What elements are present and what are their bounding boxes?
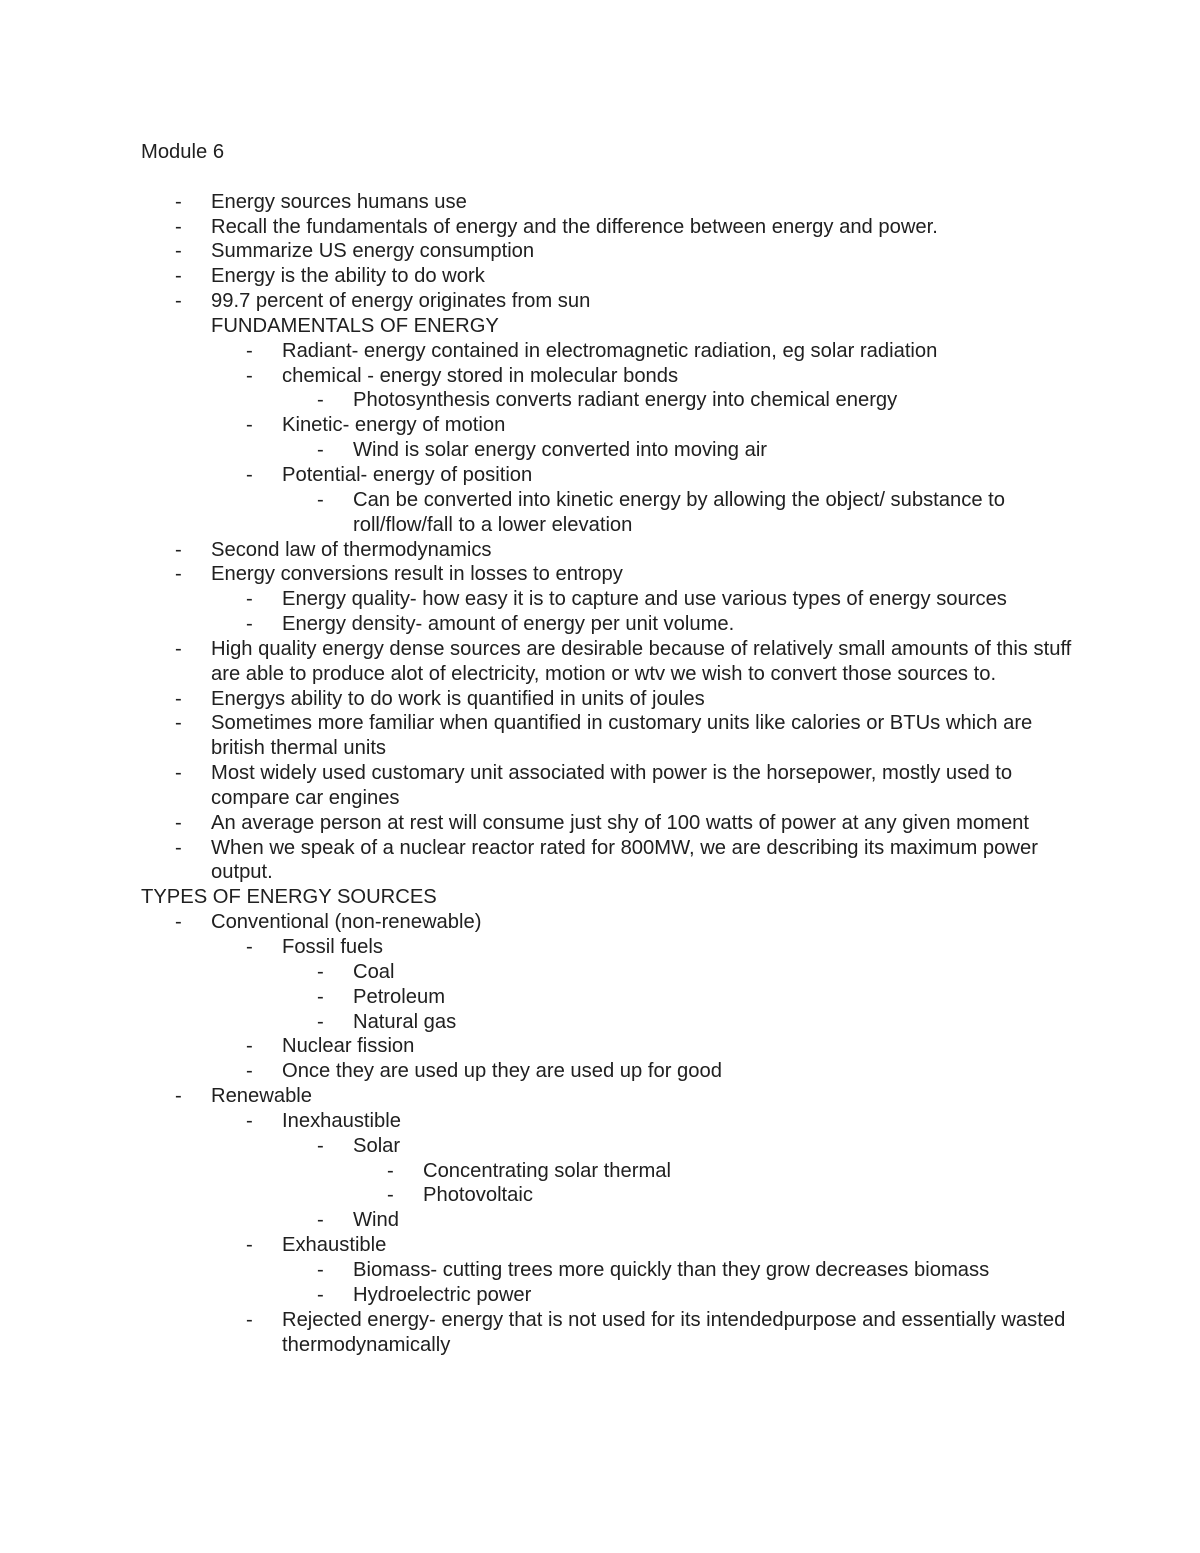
bullet-marker: -	[317, 488, 324, 511]
list-item	[141, 215, 1081, 240]
bullet-marker: -	[246, 1109, 253, 1132]
list-item-text: An average person at rest will consume just shy of 100 watts of power at any given moment	[211, 811, 1030, 834]
list-item	[141, 1010, 1081, 1035]
bullet-marker: -	[175, 240, 182, 263]
list-item	[141, 1034, 1081, 1059]
bullet-marker: -	[175, 836, 182, 859]
bullet-marker: -	[317, 439, 324, 462]
list-item-text: Coal	[353, 960, 395, 983]
list-item-text: Potential- energy of position	[282, 463, 533, 486]
bullet-marker: -	[246, 414, 253, 437]
bullet-marker: -	[175, 712, 182, 735]
bullet-marker: -	[317, 389, 324, 412]
bullet-marker: -	[175, 637, 182, 660]
list-item-text: Wind	[353, 1209, 399, 1232]
list-item-text: Fossil fuels	[282, 936, 383, 958]
list-item-text: When we speak of a nuclear reactor rated for 800MW, we are describing its maximum power output.	[211, 836, 1038, 884]
bullet-marker: -	[175, 265, 182, 288]
list-item-text: Most widely used customary unit associated with power is the horsepower, mostly used to compare car engines	[211, 762, 1013, 809]
list-item	[141, 985, 1081, 1010]
list-item	[141, 1183, 1081, 1208]
list-item	[141, 1059, 1081, 1084]
list-item	[141, 1084, 1081, 1109]
list-item	[141, 1258, 1081, 1283]
list-item	[141, 289, 1081, 314]
bullet-marker: -	[317, 1258, 324, 1281]
bullet-marker: -	[246, 1035, 253, 1058]
list-item	[141, 1109, 1081, 1134]
list-item	[141, 836, 1081, 886]
list-item-text: Second law of thermodynamics	[211, 538, 492, 561]
list-item	[141, 488, 1081, 538]
list-item	[141, 960, 1081, 985]
list-item	[141, 1134, 1081, 1159]
list-item-text: Photovoltaic	[423, 1184, 533, 1207]
list-item	[141, 811, 1081, 836]
list-item-text: Summarize US energy consumption	[211, 240, 535, 263]
list-item-text: Biomass- cutting trees more quickly than they grow decreases biomass	[353, 1258, 990, 1281]
list-item-text: Conventional (non-renewable)	[211, 911, 482, 934]
bullet-marker: -	[175, 762, 182, 785]
list-item-text: Photosynthesis converts radiant energy into chemical energy	[353, 389, 898, 412]
list-item	[141, 239, 1081, 264]
list-item	[141, 339, 1081, 364]
document-body	[141, 140, 1081, 1357]
list-item-text: Energy conversions result in losses to entropy	[211, 563, 623, 586]
list-item	[141, 388, 1081, 413]
list-item-text: Petroleum	[353, 985, 446, 1008]
bullet-marker: -	[246, 1308, 253, 1331]
list-item-text: Once they are used up they are used up for good	[282, 1060, 722, 1083]
blank-line	[141, 165, 1081, 190]
list-item	[141, 413, 1081, 438]
list-item-text: Wind is solar energy converted into moving air	[353, 439, 768, 462]
list-item	[141, 1233, 1081, 1258]
list-item-text: Exhaustible	[282, 1234, 387, 1257]
list-item	[141, 190, 1081, 215]
list-item-text: Renewable	[211, 1085, 313, 1108]
list-item	[141, 562, 1081, 587]
bullet-marker: -	[175, 811, 182, 834]
bullet-list	[141, 190, 1081, 1358]
bullet-marker: -	[175, 290, 182, 313]
list-item	[141, 587, 1081, 612]
bullet-marker: -	[175, 190, 182, 213]
list-item-text: Nuclear fission	[282, 1035, 415, 1058]
bullet-marker: -	[246, 588, 253, 611]
list-item-text: Rejected energy- energy that is not used for its intendedpurpose and essentially wasted thermodynamically	[282, 1308, 1066, 1356]
list-item-text: Energy sources humans use	[211, 190, 467, 213]
list-item	[141, 687, 1081, 712]
bullet-marker: -	[317, 985, 324, 1008]
bullet-marker: -	[175, 1085, 182, 1108]
bullet-marker: -	[175, 538, 182, 561]
list-item	[141, 364, 1081, 389]
section-heading	[141, 314, 1081, 339]
list-item	[141, 612, 1081, 637]
bullet-marker: -	[387, 1159, 394, 1182]
list-item-text: FUNDAMENTALS OF ENERGY	[211, 314, 499, 337]
list-item	[141, 711, 1081, 761]
bullet-marker: -	[317, 1010, 324, 1033]
list-item-text: High quality energy dense sources are desirable because of relatively small amounts of this stuff are able to produce alot of electricity, motion or wtv we wish to convert those sources to.	[211, 637, 1072, 685]
list-item-text: chemical - energy stored in molecular bonds	[282, 364, 679, 387]
list-item-text: Energy is the ability to do work	[211, 265, 485, 288]
list-item	[141, 538, 1081, 563]
list-item-text: Concentrating solar thermal	[423, 1159, 671, 1182]
list-item	[141, 1208, 1081, 1233]
bullet-marker: -	[175, 215, 182, 238]
bullet-marker: -	[246, 463, 253, 486]
list-item-text: Recall the fundamentals of energy and the difference between energy and power.	[211, 215, 938, 238]
bullet-marker: -	[317, 1209, 324, 1232]
list-item-text: Solar	[353, 1134, 401, 1157]
list-item	[141, 761, 1081, 811]
bullet-marker: -	[246, 364, 253, 387]
section-heading	[141, 885, 1081, 910]
list-item-text: Sometimes more familiar when quantified in customary units like calories or BTUs which are british thermal units	[211, 712, 1033, 760]
list-item-text: Kinetic- energy of motion	[282, 414, 506, 437]
bullet-marker: -	[175, 687, 182, 710]
bullet-marker: -	[246, 339, 253, 362]
list-item-text: Energy quality- how easy it is to capture and use various types of energy sources	[282, 588, 1007, 611]
list-item	[141, 910, 1081, 935]
list-item-text: Hydroelectric power	[353, 1283, 532, 1306]
list-item-text: Natural gas	[353, 1010, 457, 1033]
bullet-marker: -	[246, 936, 253, 958]
list-item	[141, 264, 1081, 289]
document-title: Module 6	[141, 141, 225, 163]
bullet-marker: -	[175, 563, 182, 586]
list-item-text: Radiant- energy contained in electromagnetic radiation, eg solar radiation	[282, 339, 938, 362]
bullet-marker: -	[317, 960, 324, 983]
bullet-marker: -	[246, 1060, 253, 1083]
bullet-marker: -	[387, 1184, 394, 1207]
list-item	[141, 935, 1081, 960]
list-item-text: Energy density- amount of energy per unit volume.	[282, 613, 735, 636]
bullet-marker: -	[246, 1234, 253, 1257]
bullet-marker: -	[246, 613, 253, 636]
list-item	[141, 438, 1081, 463]
list-item-text: 99.7 percent of energy originates from sun	[211, 290, 591, 313]
list-item	[141, 1308, 1081, 1358]
list-item	[141, 1159, 1081, 1184]
list-item-text: Energys ability to do work is quantified in units of joules	[211, 687, 705, 710]
list-item-text: Can be converted into kinetic energy by allowing the object/ substance to roll/flow/fall to a lower elevation	[353, 488, 1006, 536]
list-item-text: Inexhaustible	[282, 1109, 401, 1132]
list-item	[141, 1283, 1081, 1308]
bullet-marker: -	[317, 1134, 324, 1157]
list-item-text: TYPES OF ENERGY SOURCES	[141, 886, 437, 909]
list-item	[141, 463, 1081, 488]
list-item	[141, 637, 1081, 687]
bullet-marker: -	[175, 911, 182, 934]
bullet-marker: -	[317, 1283, 324, 1306]
